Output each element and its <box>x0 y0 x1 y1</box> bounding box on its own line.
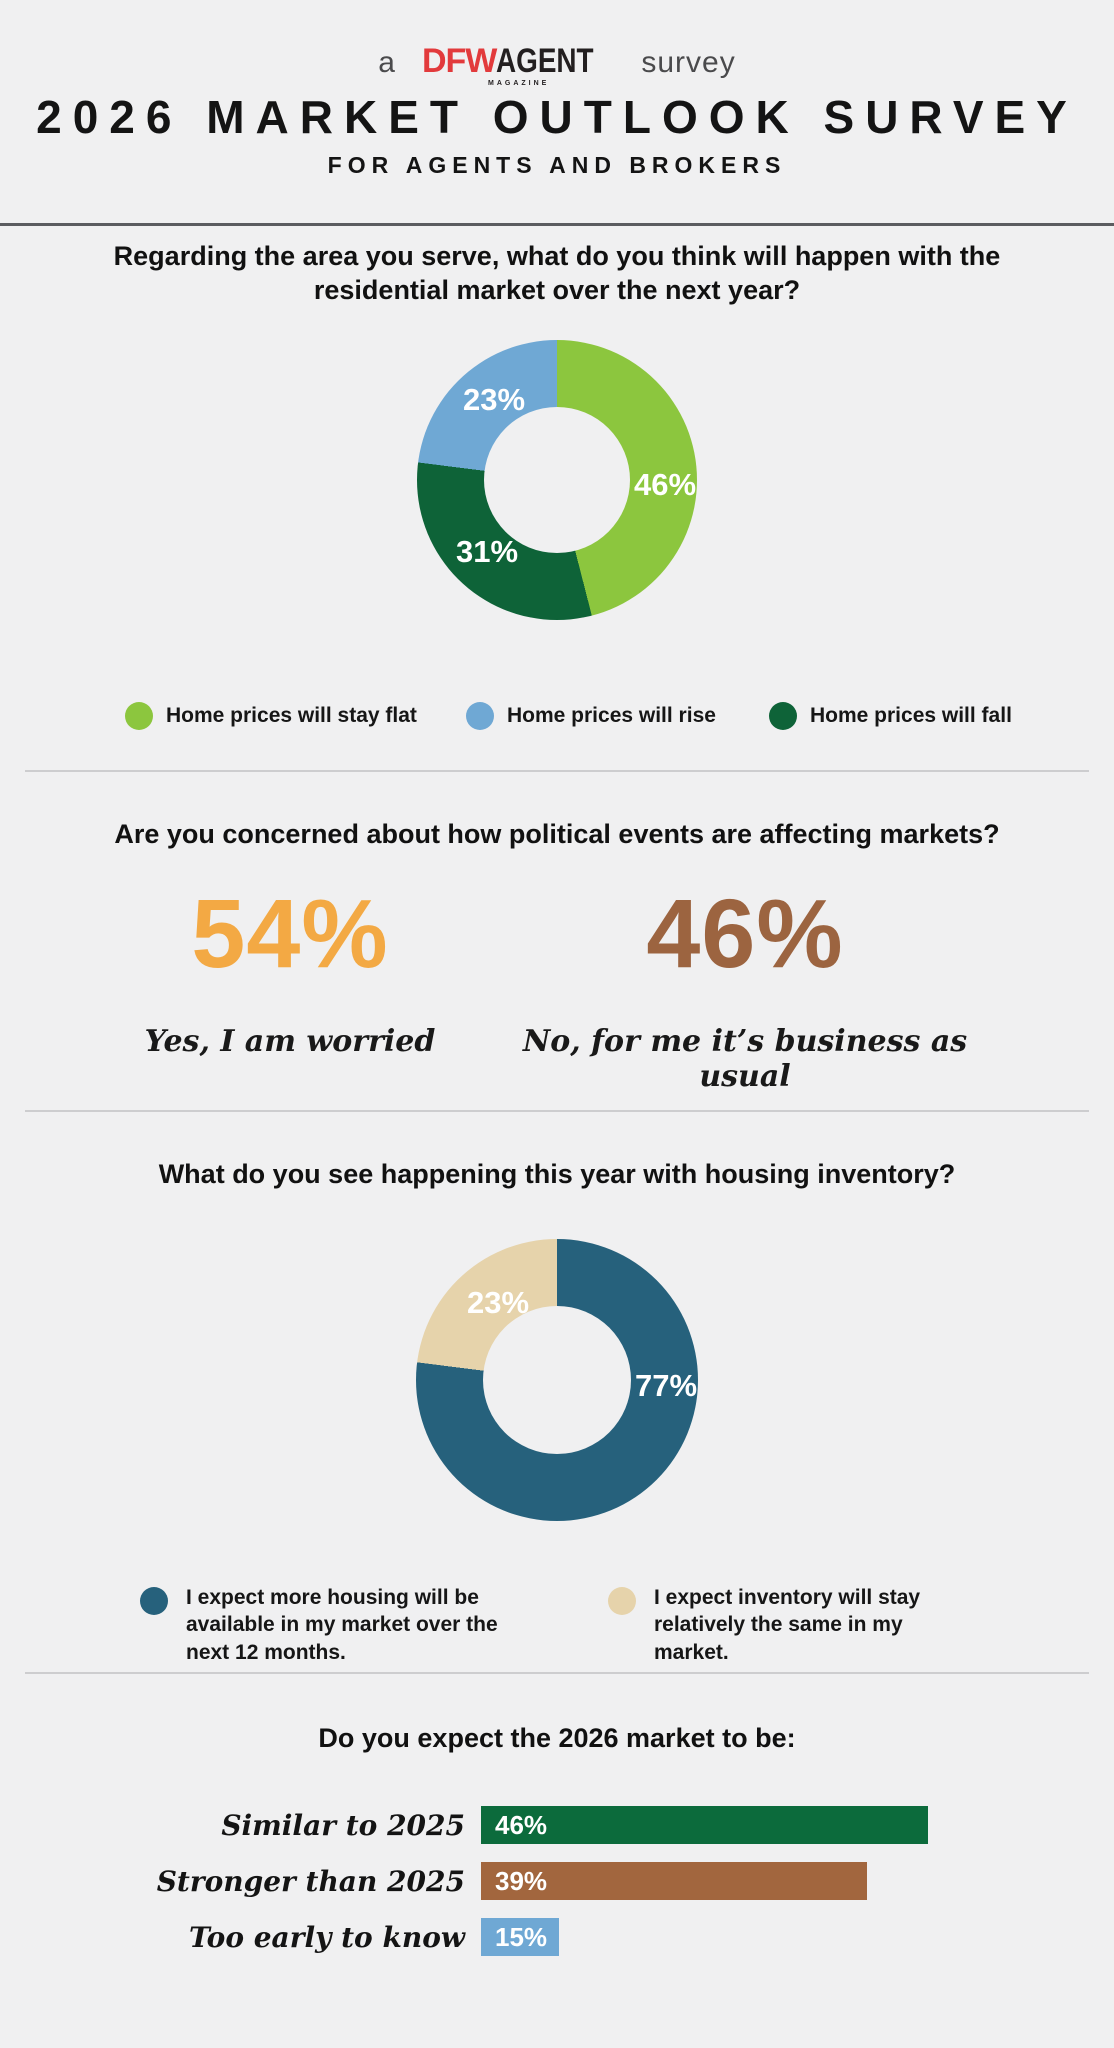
dfw-agent-logo <box>422 44 615 87</box>
section-divider <box>25 1672 1089 1674</box>
q3-donut-chart <box>416 1239 698 1521</box>
bar-category-label: Similar to 2025 <box>221 1808 465 1842</box>
donut-hole <box>484 407 630 553</box>
q1-legend-item-fall <box>769 702 1012 730</box>
bar-row-stronger <box>0 1862 1114 1900</box>
legend-dot-teal <box>140 1587 168 1615</box>
bar-row-similar <box>0 1806 1114 1844</box>
stat-value: 54% <box>191 879 389 988</box>
question-3-heading: What do you see happening this year with housing inventory? <box>158 1159 956 1189</box>
bar-category-label: Stronger than 2025 <box>156 1864 465 1898</box>
legend-dot-dark-green <box>769 702 797 730</box>
logo-dfw: DFW <box>421 42 497 80</box>
bar-too-early-to-know <box>481 1918 559 1956</box>
bar-value-label: 15% <box>495 1921 548 1952</box>
logo-tagline: MAGAZINE <box>487 80 550 87</box>
section-divider <box>25 1110 1089 1112</box>
legend-dot-green <box>125 702 153 730</box>
page-subtitle: FOR AGENTS AND BROKERS <box>327 152 787 178</box>
q1-donut-chart <box>417 340 697 620</box>
q3-slice-value-more-housing: 77% <box>634 1368 698 1403</box>
bar-value-label: 46% <box>495 1809 548 1840</box>
donut-hole <box>483 1306 631 1454</box>
stat-label: No, for me it’s business as usual <box>522 1024 968 1094</box>
bar-stronger-than-2025 <box>481 1862 867 1900</box>
logo-suffix: survey <box>641 46 736 79</box>
logo-prefix: a <box>378 46 396 79</box>
q3-legend-item-more-housing <box>140 1584 540 1666</box>
legend-label: I expect more housing will be available in my market over the next 12 months. <box>186 1586 498 1664</box>
question-4-heading: Do you expect the 2026 market to be: <box>318 1723 796 1753</box>
legend-label: Home prices will rise <box>507 704 716 728</box>
stat-label: Yes, I am worried <box>144 1024 436 1059</box>
legend-dot-blue <box>466 702 494 730</box>
magazine-logo <box>0 44 1114 87</box>
question-2-heading: Are you concerned about how political events are affecting markets? <box>114 819 1000 849</box>
q1-slice-value-fall: 31% <box>455 534 519 569</box>
q2-stat-no <box>510 879 980 1094</box>
logo-agent: AGENT <box>496 42 594 80</box>
bar-category-label: Too early to know <box>189 1920 465 1954</box>
q3-slice-value-same: 23% <box>466 1285 530 1320</box>
q1-legend-item-stay-flat <box>125 702 417 730</box>
bar-row-too-early <box>0 1918 1114 1956</box>
legend-label: I expect inventory will stay relatively the same in my market. <box>654 1586 921 1664</box>
q2-stat-yes <box>40 879 540 1059</box>
stat-value: 46% <box>646 879 844 988</box>
legend-label: Home prices will stay flat <box>166 704 417 728</box>
page-title: 2026 MARKET OUTLOOK SURVEY <box>36 91 1078 143</box>
legend-label: Home prices will fall <box>810 704 1012 728</box>
legend-dot-tan <box>608 1587 636 1615</box>
q3-legend-item-same <box>608 1584 968 1666</box>
q1-slice-value-rise: 23% <box>462 382 526 417</box>
bar-similar-to-2025 <box>481 1806 928 1844</box>
header-divider <box>0 223 1114 226</box>
bar-value-label: 39% <box>495 1865 548 1896</box>
question-1-heading: Regarding the area you serve, what do you think will happen with the residential market over the next year? <box>113 241 1001 305</box>
q1-legend-item-rise <box>466 702 716 730</box>
q1-slice-value-stay-flat: 46% <box>633 467 697 502</box>
logo-wordmark <box>422 42 615 80</box>
section-divider <box>25 770 1089 772</box>
